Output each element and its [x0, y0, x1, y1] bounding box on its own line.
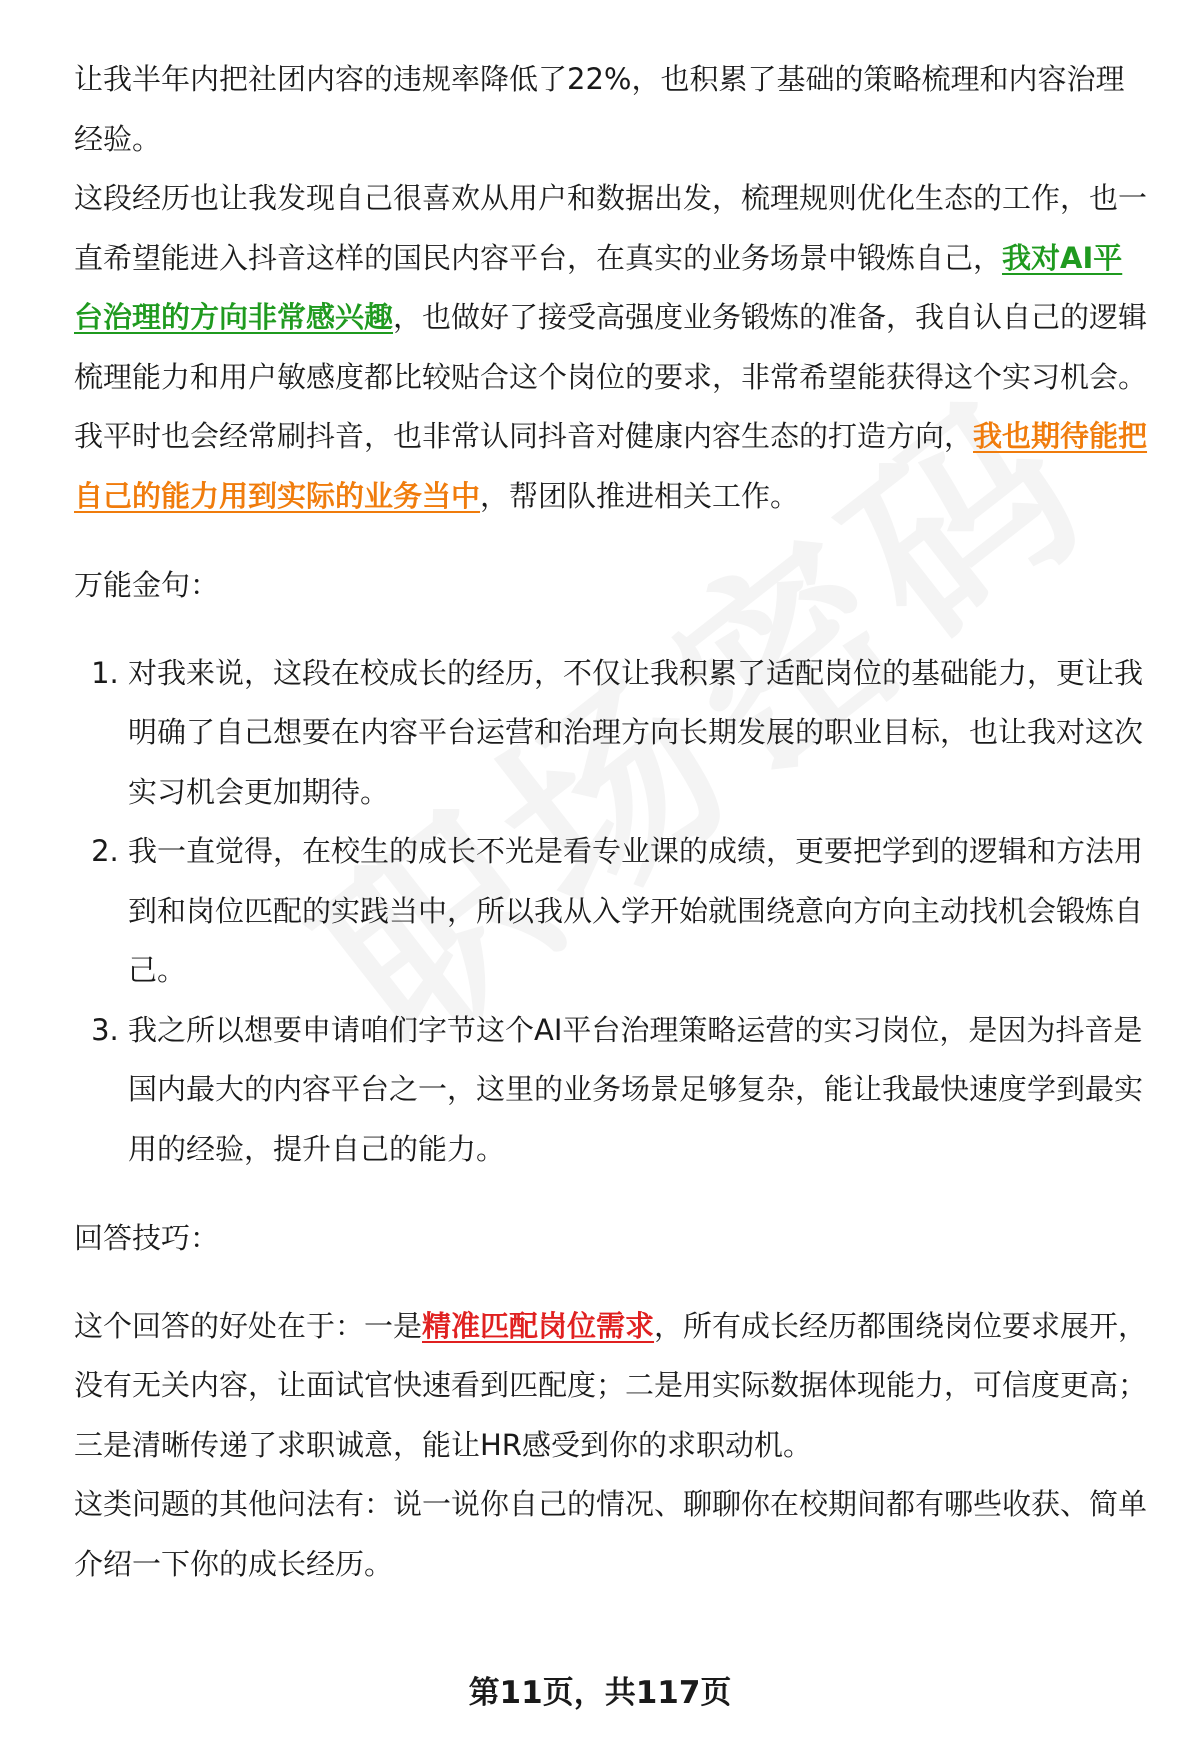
golden-sentences-list: [74, 644, 1149, 1180]
document-body: [74, 50, 1149, 1594]
tips-paragraph-1: [74, 1297, 1149, 1476]
tips-text-a: 这个回答的好处在于：一是: [74, 1308, 423, 1343]
highlight-ai-interest: 我对AI平台治理的方向非常感兴趣: [74, 240, 1123, 334]
paragraph-3-text-b: ，帮团队推进相关工作。: [480, 478, 800, 513]
highlight-apply-ability: 我也期待能把自己的能力用到实际的业务当中: [74, 419, 1148, 513]
highlight-precise-match: 精准匹配岗位需求: [422, 1308, 655, 1343]
tips-paragraph-2: 这类问题的其他问法有：说一说你自己的情况、聊聊你在校期间都有哪些收获、简单介绍一下你的成长经历。: [74, 1487, 1148, 1581]
paragraph-2-text-a: 这段经历也让我发现自己很喜欢从用户和数据出发，梳理规则优化生态的工作，也一直希望能进入抖音这样的国民内容平台，在真实的业务场景中锻炼自己，: [74, 181, 1148, 275]
paragraph-2-text-b: ，也做好了接受高强度业务锻炼的准备，我自认自己的逻辑梳理能力和用户敏感度都比较贴合这个岗位的要求，非常希望能获得这个实习机会。: [74, 300, 1148, 394]
paragraph-2: [74, 169, 1149, 407]
list-item: 1. 对我来说，这段在校成长的经历，不仅让我积累了适配岗位的基础能力，更让我明确了自己想要在内容平台运营和治理方向长期发展的职业目标，也让我对这次实习机会更加期待。: [128, 644, 1149, 823]
paragraph-3: [74, 407, 1149, 526]
answer-tips-heading: 回答技巧：: [74, 1221, 220, 1255]
golden-sentences-heading: 万能金句：: [74, 568, 220, 602]
paragraph-3-text-a: 我平时也会经常刷抖音，也非常认同抖音对健康内容生态的打造方向，: [74, 419, 974, 453]
page-number-footer: 第11页，共117页: [468, 1675, 732, 1711]
list-item: 3. 我之所以想要申请咱们字节这个AI平台治理策略运营的实习岗位，是因为抖音是国内最大的内容平台之一，这里的业务场景足够复杂，能让我最快速度学到最实用的经验，提升自己的能力。: [128, 1001, 1149, 1180]
paragraph-1: 让我半年内把社团内容的违规率降低了22%，也积累了基础的策略梳理和内容治理经验。: [74, 62, 1125, 156]
tips-text-b: ，所有成长经历都围绕岗位要求展开，没有无关内容，让面试官快速看到匹配度；二是用实际数据体现能力，可信度更高；三是清晰传递了求职诚意，能让HR感受到你的求职动机。: [74, 1308, 1148, 1462]
list-item: 2. 我一直觉得，在校生的成长不光是看专业课的成绩，更要把学到的逻辑和方法用到和岗位匹配的实践当中，所以我从入学开始就围绕意向方向主动找机会锻炼自己。: [128, 822, 1149, 1001]
